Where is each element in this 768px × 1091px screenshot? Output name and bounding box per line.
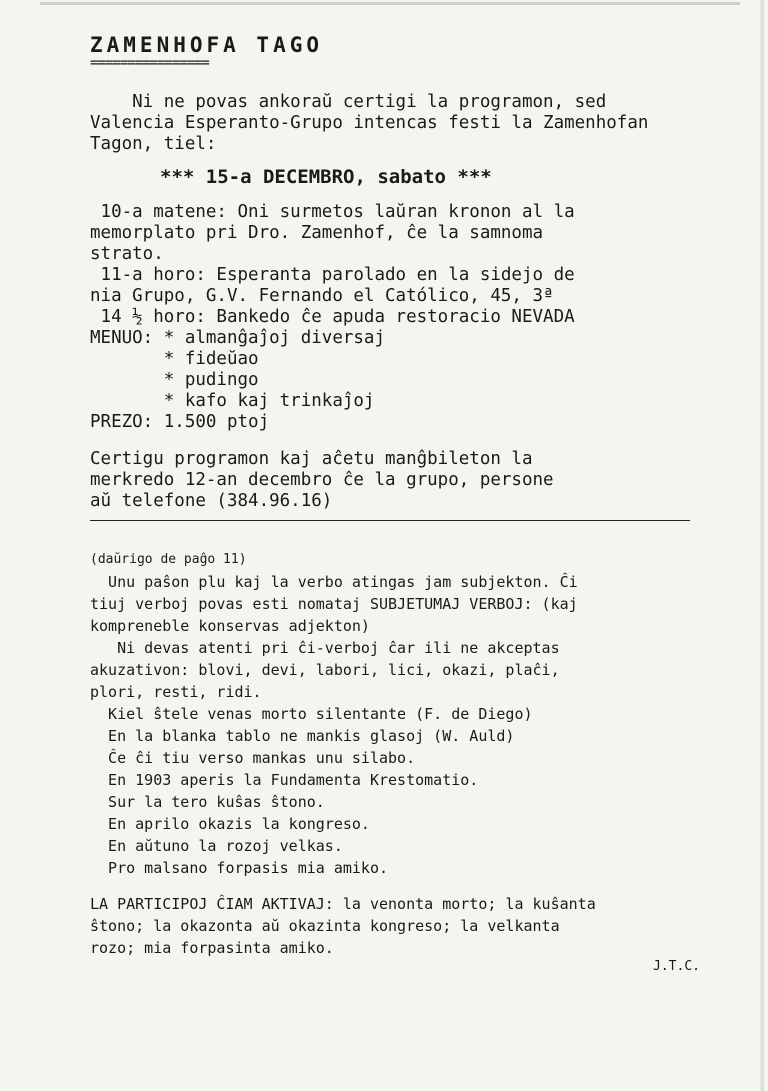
page-content [90, 32, 730, 974]
program-line: 10-a matene: Oni surmetos laŭran kronon al la [90, 202, 575, 222]
article-paragraph [90, 571, 730, 703]
program-line: 14 ½ horo: Bankedo ĉe apuda restoracio NEVADA [90, 307, 575, 327]
example-line: Ĉe ĉi tiu verso mankas unu silabo. [90, 749, 416, 767]
menu-line: * fideŭao [90, 349, 259, 369]
intro-line: Valencia Esperanto-Grupo intencas festi la Zamenhofan [90, 113, 649, 133]
article-line: Unu paŝon plu kaj la verbo atingas jam subjekton. Ĉi [90, 573, 578, 591]
article-line: plori, resti, ridi. [90, 683, 262, 701]
program-line: strato. [90, 244, 164, 264]
conclusion-line: rozo; mia forpasinta amiko. [90, 939, 334, 957]
program-line: 11-a horo: Esperanta parolado en la sidejo de [90, 265, 575, 285]
author-signature: J.T.C. [653, 959, 700, 974]
example-line: Sur la tero kuŝas ŝtono. [90, 793, 325, 811]
program-line: nia Grupo, G.V. Fernando el Católico, 45, 3ª [90, 286, 554, 306]
section-divider [90, 520, 690, 521]
booking-paragraph [90, 449, 730, 512]
conclusion-paragraph [90, 893, 730, 959]
example-line: Kiel ŝtele venas morto silentante (F. de Diego) [90, 705, 533, 723]
intro-paragraph [90, 92, 730, 155]
example-line: En 1903 aperis la Fundamenta Krestomatio. [90, 771, 479, 789]
program-list [90, 202, 730, 433]
article-line: Ni devas atenti pri ĉi-verboj ĉar ili ne akceptas [90, 639, 560, 657]
examples-list [90, 703, 730, 879]
conclusion-line: ŝtono; la okazonta aŭ okazinta kongreso; la velkanta [90, 917, 560, 935]
booking-line: aŭ telefone (384.96.16) [90, 491, 333, 511]
example-line: En la blanka tablo ne mankis glasoj (W. Auld) [90, 727, 515, 745]
article-line: kompreneble konservas adjekton) [90, 617, 370, 635]
page-top-edge [40, 2, 740, 5]
continuation-label: (daŭrigo de paĝo 11) [90, 552, 247, 567]
example-line: En aprilo okazis la kongreso. [90, 815, 370, 833]
booking-line: merkredo 12-an decembro ĉe la grupo, persone [90, 470, 554, 490]
intro-line: Ni ne povas ankoraŭ certigi la programon, sed [90, 92, 607, 112]
conclusion-line: LA PARTICIPOJ ĈIAM AKTIVAJ: la venonta morto; la kuŝanta [90, 895, 596, 913]
price-line: PREZO: 1.500 ptoj [90, 412, 270, 432]
program-line: memorplato pri Dro. Zamenhof, ĉe la samnoma [90, 223, 544, 243]
menu-line: * pudingo [90, 370, 259, 390]
page-title: ZAMENHOFA TAGO [90, 33, 324, 57]
intro-line: Tagon, tiel: [90, 134, 217, 154]
article-line: akuzativon: blovi, devi, labori, lici, okazi, plaĉi, [90, 661, 560, 679]
article-line: tiuj verboj povas esti nomataj SUBJETUMAJ VERBOJ: (kaj [90, 595, 578, 613]
menu-line: * kafo kaj trinkaĵoj [90, 391, 375, 411]
title-underline: ================ [90, 55, 209, 71]
example-line: En aŭtuno la rozoj velkas. [90, 837, 343, 855]
booking-line: Certigu programon kaj aĉetu manĝbileton la [90, 449, 533, 469]
page-right-edge [760, 0, 764, 1091]
event-date: *** 15-a DECEMBRO, sabato *** [160, 166, 492, 188]
menu-line: MENUO: * almanĝaĵoj diversaj [90, 328, 386, 348]
example-line: Pro malsano forpasis mia amiko. [90, 859, 389, 877]
